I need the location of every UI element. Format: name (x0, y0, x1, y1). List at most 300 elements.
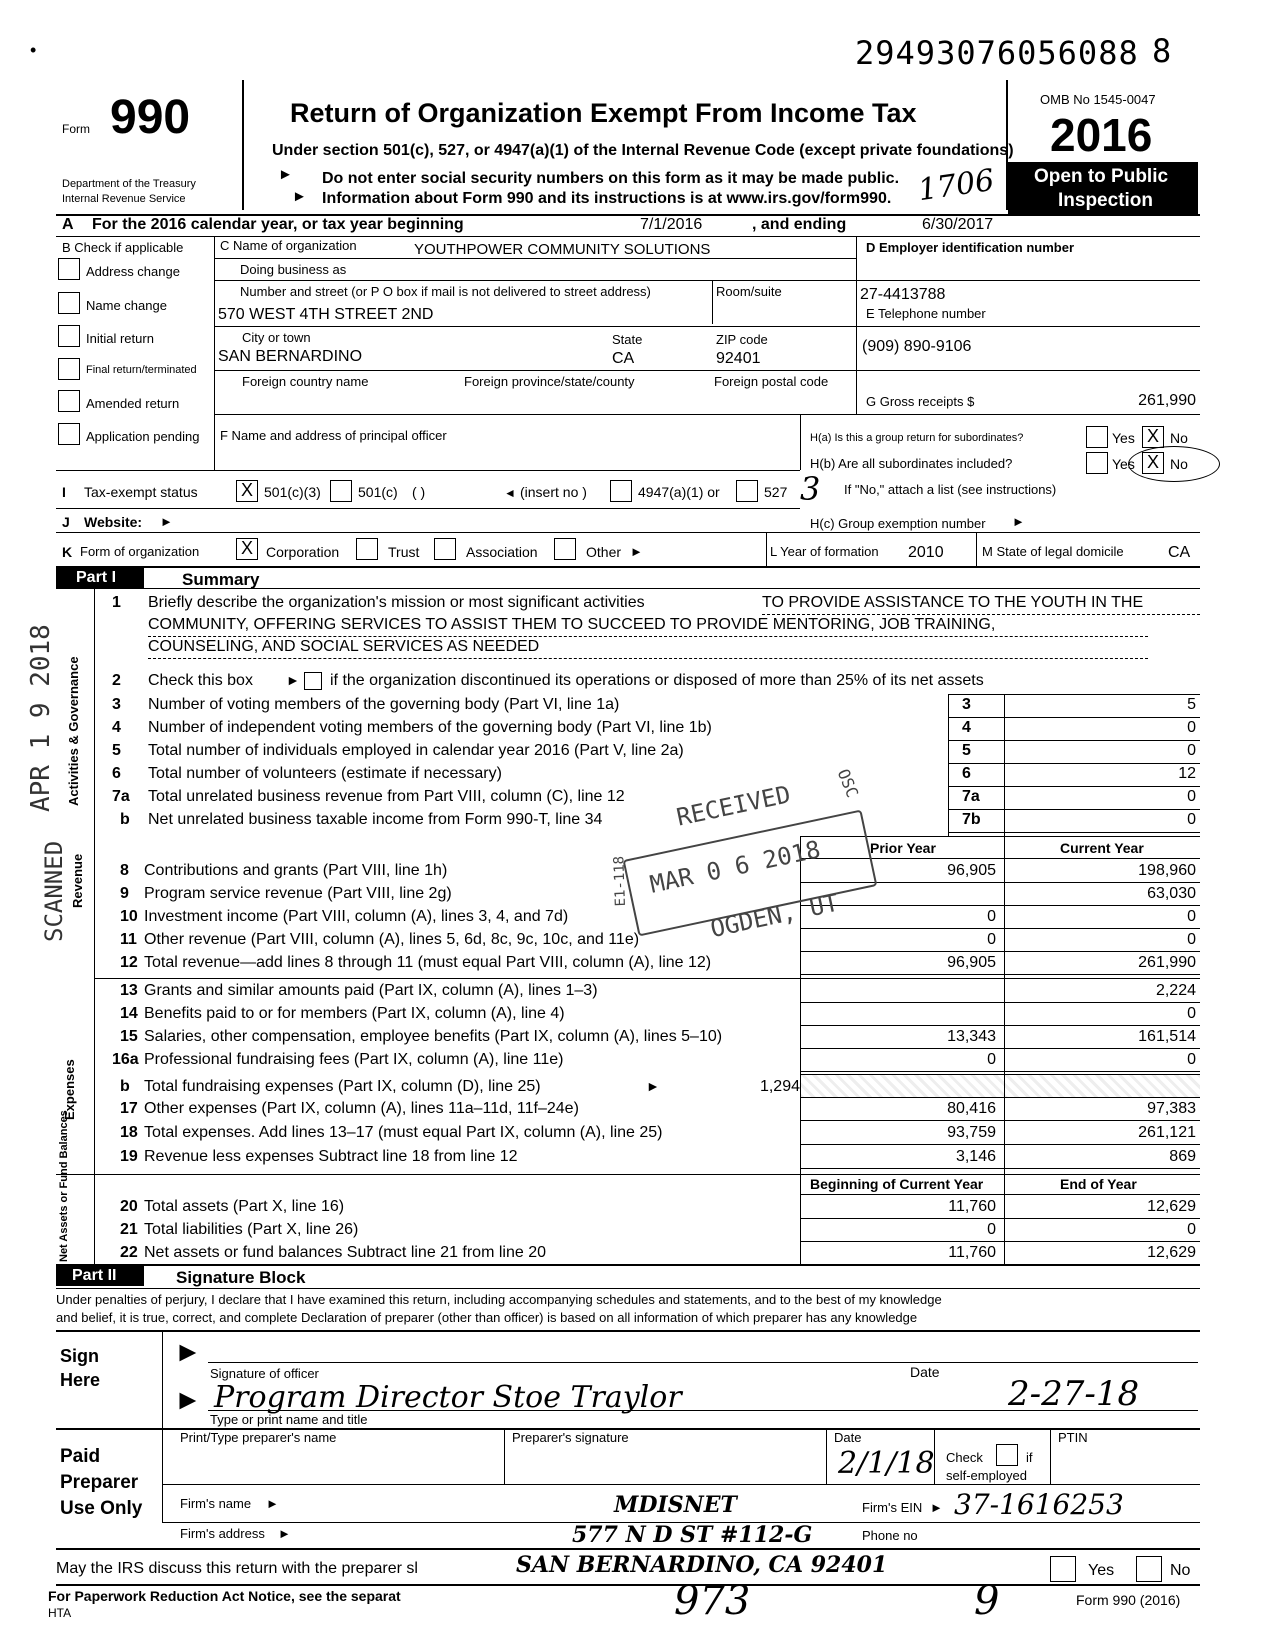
group-exemption-label: H(c) Group exemption number (810, 516, 986, 531)
form-footer: Form 990 (2016) (1076, 1592, 1181, 1608)
city-label: City or town (242, 330, 311, 345)
line-no: 20 (120, 1198, 138, 1215)
initial-return-label: Initial return (86, 331, 154, 346)
current-value: 97,383 (1147, 1100, 1196, 1117)
line-no: 17 (120, 1100, 138, 1117)
line-no: 13 (120, 982, 138, 999)
current-value: 12,629 (1147, 1244, 1196, 1261)
gov-line-box: 7a (962, 788, 980, 805)
line-no: 15 (120, 1028, 138, 1045)
part2-tag: Part II (72, 1267, 117, 1284)
type-name-label: Type or print name and title (210, 1412, 368, 1427)
rule-part2-title (56, 1288, 1200, 1289)
year-formation-label: L Year of formation (770, 544, 879, 559)
handwritten-date2: 2/1/18 (838, 1446, 935, 1481)
discuss-no-label: No (1170, 1562, 1191, 1579)
line2-no: 2 (112, 672, 121, 689)
line-no: 8 (120, 862, 129, 879)
line-label: Total liabilities (Part X, line 26) (144, 1221, 359, 1238)
line-label: Professional fundraising fees (Part IX, column (A), line 11e) (144, 1051, 564, 1068)
rule-part1-title (56, 588, 1200, 589)
gov-line-box: 5 (962, 742, 971, 759)
current-value: 0 (1187, 908, 1196, 925)
c-d-divider (856, 236, 857, 414)
telephone-label: E Telephone number (866, 306, 986, 321)
line-k-letter: K (62, 544, 73, 560)
current-value: 2,224 (1155, 982, 1196, 999)
ptin-label: PTIN (1058, 1430, 1088, 1445)
current-value: 63,030 (1147, 885, 1196, 902)
part1-title: Summary (182, 570, 260, 589)
check-divider (934, 1428, 935, 1484)
application-pending-checkbox[interactable] (58, 423, 80, 445)
part2-title: Signature Block (176, 1268, 306, 1287)
state-domicile: CA (1168, 544, 1191, 561)
declaration-1: Under penalties of perjury, I declare that I have examined this return, including accompanying schedules and statements, and to the best of my knowledge (56, 1292, 942, 1307)
telephone: (909) 890-9106 (862, 338, 972, 355)
form-title: Return of Organization Exempt From Income Tax (290, 98, 917, 128)
street-label: Number and street (or P O box if mail is not delivered to street address) (240, 284, 651, 299)
foreign-province-label: Foreign province/state/county (464, 374, 635, 389)
trust-checkbox[interactable] (356, 538, 378, 560)
line-no: 21 (120, 1221, 138, 1238)
preparer-label: Preparer (60, 1472, 139, 1493)
line16b-value: 1,294 (759, 1078, 800, 1095)
line-no: 19 (120, 1148, 138, 1165)
ptin-divider (1050, 1428, 1051, 1484)
arrow-1: ► (278, 166, 293, 183)
current-value: 0 (1187, 931, 1196, 948)
part1-tag: Part I (76, 569, 117, 586)
line16b-no: b (120, 1078, 130, 1095)
discuss-no-checkbox[interactable] (1136, 1556, 1162, 1582)
sign-label: Sign (60, 1346, 99, 1366)
subordinates-no-label: No (1170, 456, 1188, 472)
part2-tag-box (56, 1266, 144, 1286)
subordinates-yes-label: Yes (1112, 456, 1135, 472)
4947-label: 4947(a)(1) or (638, 484, 720, 500)
rule-k-top (56, 532, 1200, 533)
gov-line-label: Number of voting members of the governing body (Part VI, line 1a) (148, 696, 620, 713)
line-rule (800, 1120, 1200, 1121)
firm-stamp-2: 577 N D ST #112-G (572, 1522, 813, 1548)
subordinates-label: H(b) Are all subordinates included? (810, 456, 1013, 471)
insert-no: (insert no ) (520, 484, 587, 500)
state-label: State (612, 332, 643, 347)
line-label: Salaries, other compensation, employee benefits (Part IX, column (A), lines 5–10) (144, 1028, 723, 1045)
line-label: Revenue less expenses Subtract line 18 from line 12 (144, 1148, 518, 1165)
line-a-text: For the 2016 calendar year, or tax year beginning (92, 216, 464, 233)
line16b-shaded (800, 1074, 1200, 1098)
rule-sign-top (56, 1330, 1200, 1332)
line-rule (800, 1168, 1200, 1169)
prior-value: 0 (987, 1051, 996, 1068)
barcode-suffix: 8 (1152, 32, 1172, 70)
gross-receipts-label: G Gross receipts $ (866, 394, 975, 409)
group-return-no-checkbox[interactable]: X (1142, 426, 1164, 448)
line2-pre: Check this box (148, 672, 253, 689)
and-ending: , and ending (752, 216, 847, 233)
rule-c5 (214, 414, 1200, 415)
name-change-checkbox[interactable] (58, 292, 80, 314)
prior-value: 0 (987, 908, 996, 925)
rule-j-top (56, 508, 800, 509)
scan-date-stamp: APR 1 9 2018 (26, 624, 56, 812)
527-checkbox[interactable] (736, 480, 758, 502)
gov-line-rule (948, 832, 1200, 833)
prior-value: 11,760 (948, 1244, 996, 1261)
line-j-letter: J (62, 514, 70, 530)
line-a-letter: A (62, 216, 74, 233)
handwritten-9: 9 (974, 1578, 1000, 1624)
gov-line-label: Net unrelated business taxable income from Form 990-T, line 34 (148, 811, 603, 828)
gov-line-label: Total number of volunteers (estimate if necessary) (148, 765, 502, 782)
line-no: 10 (120, 908, 138, 925)
line-rule (800, 1025, 1200, 1026)
declaration-2: and belief, it is true, correct, and complete Declaration of preparer (other than officer) is based on all information of which preparer has any knowledge (56, 1310, 918, 1325)
mission-rule1 (762, 614, 1200, 615)
org-name: YOUTHPOWER COMMUNITY SOLUTIONS (414, 241, 711, 258)
stamp-osc: OSC (833, 766, 863, 801)
prior-value: 11,760 (948, 1198, 996, 1215)
ssn-note: Do not enter social security numbers on this form as it may be made public. (322, 170, 900, 187)
pra-notice: For Paperwork Reduction Act Notice, see the separat (48, 1588, 401, 1604)
line-no: 18 (120, 1124, 138, 1141)
check-label: Check (946, 1450, 983, 1465)
col-current-left (1004, 836, 1005, 1264)
gov-line-no: 4 (112, 719, 121, 736)
current-value: 869 (1169, 1148, 1196, 1165)
rule-c2 (214, 280, 856, 281)
title-line (208, 1410, 1198, 1411)
use-only-label: Use Only (60, 1498, 143, 1519)
line-rule (800, 1048, 1200, 1049)
open-to-public-box (1008, 162, 1198, 214)
line-no: 12 (120, 954, 138, 971)
prep-sig-label: Preparer's signature (512, 1430, 629, 1445)
line1-label: Briefly describe the organization's mission or most significant activities (148, 594, 645, 611)
rule-discuss-top (56, 1548, 1200, 1550)
principal-officer-label: F Name and address of principal officer (220, 428, 447, 443)
form-number: 990 (110, 91, 191, 144)
room-label: Room/suite (716, 284, 782, 299)
part1-tag-box (56, 568, 144, 588)
line-rule (800, 1002, 1200, 1003)
line-label: Program service revenue (Part VIII, line 2g) (144, 885, 452, 902)
amended-return-label: Amended return (86, 396, 180, 411)
current-value: 0 (1187, 1051, 1196, 1068)
zip-label: ZIP code (716, 332, 768, 347)
line-label: Total expenses. Add lines 13–17 (must equal Part IX, column (A), line 25) (144, 1124, 663, 1141)
side-gov: Activities & Governance (66, 656, 81, 806)
address-change-label: Address change (86, 264, 180, 279)
current-value: 0 (1187, 1005, 1196, 1022)
rule-e2 (856, 370, 1200, 371)
stamp-code: E1-118 (611, 855, 630, 907)
ein: 27-4413788 (860, 286, 946, 303)
final-return-checkbox[interactable] (58, 358, 80, 380)
rule-gov-top (948, 694, 1200, 695)
mission-line3: COUNSELING, AND SOCIAL SERVICES AS NEEDED (148, 638, 540, 655)
line-rule (800, 928, 1200, 929)
line-rule (800, 1071, 1200, 1072)
city: SAN BERNARDINO (218, 348, 363, 365)
corporation-label: Corporation (266, 544, 340, 560)
col-box-right (1004, 694, 1005, 836)
gov-line-box: 3 (962, 696, 971, 713)
discontinued-checkbox[interactable] (304, 672, 322, 690)
application-pending-label: Application pending (86, 429, 200, 444)
current-value: 198,960 (1138, 862, 1196, 879)
sign-arrow-2: ► (174, 1384, 202, 1415)
501c-checkbox[interactable] (330, 480, 352, 502)
rule-part2-top (56, 1264, 1200, 1266)
room-divider (712, 280, 713, 324)
line-label: Grants and similar amounts paid (Part IX, column (A), lines 1–3) (144, 982, 598, 999)
gov-line-label: Total number of individuals employed in calendar year 2016 (Part V, line 2a) (148, 742, 684, 759)
stamp-received: RECEIVED (674, 780, 793, 832)
gov-line-no: 3 (112, 696, 121, 713)
line-rule (800, 1241, 1200, 1242)
line-no: 16a (112, 1051, 139, 1068)
line16b-arrow: ► (646, 1078, 660, 1094)
association-checkbox[interactable] (434, 538, 456, 560)
col-box-left (948, 694, 949, 836)
line1-no: 1 (112, 594, 121, 611)
handwritten-title: Program Director Stoe Traylor (214, 1380, 682, 1415)
line-rule (800, 951, 1200, 952)
line-label: Investment income (Part VIII, column (A), lines 3, 4, and 7d) (144, 908, 569, 925)
org-name-label: C Name of organization (220, 238, 357, 253)
hta-label: HTA (48, 1606, 72, 1620)
prior-value: 93,759 (947, 1124, 996, 1141)
foreign-country-label: Foreign country name (242, 374, 369, 389)
handwritten-3: 3 (800, 470, 821, 508)
line-rule (800, 1144, 1200, 1145)
info-note: Information about Form 990 and its instructions is at www.irs.gov/form990. (322, 190, 892, 207)
firm-name-arrow: ► (266, 1496, 279, 1511)
name-change-label: Name change (86, 298, 167, 313)
rule-e (856, 326, 1200, 327)
discuss-yes-checkbox[interactable] (1050, 1556, 1076, 1582)
prior-value: 3,146 (955, 1148, 996, 1165)
501c3-checkbox[interactable]: X (236, 480, 258, 502)
header-divider-left (242, 80, 244, 210)
other-arrow: ► (630, 544, 643, 559)
gross-receipts: 261,990 (1138, 392, 1196, 409)
line-label: Total revenue—add lines 8 through 11 (must equal Part VIII, column (A), line 12) (144, 954, 712, 971)
rule-i-top (56, 470, 800, 471)
gov-line-rule (948, 763, 1200, 764)
rule-net-head (800, 1194, 1200, 1195)
street-address: 570 WEST 4TH STREET 2ND (218, 306, 434, 323)
omb-number: OMB No 1545-0047 (1040, 92, 1156, 107)
inspection: Inspection (1058, 190, 1154, 211)
line-rule (800, 974, 1200, 975)
k-l-divider (766, 532, 767, 566)
discuss-label: May the IRS discuss this return with the preparer sl (56, 1560, 418, 1577)
paid-label: Paid (60, 1446, 101, 1467)
mission-line2: COMMUNITY, OFFERING SERVICES TO ASSIST THEM TO SUCCEED TO PROVIDE MENTORING, JOB TRAINING, (148, 616, 996, 633)
open-to-public: Open to Public (1034, 166, 1169, 187)
group-return-no-label: No (1170, 430, 1188, 446)
group-return-label: H(a) Is this a group return for subordinates? (810, 432, 1024, 444)
discuss-yes-label: Yes (1088, 1562, 1115, 1579)
beg-year-head: Beginning of Current Year (810, 1176, 984, 1192)
barcode-number: 29493076056088 (855, 34, 1139, 72)
paid-divider (162, 1428, 163, 1522)
line-label: Total assets (Part X, line 16) (144, 1198, 345, 1215)
firm-stamp-3: SAN BERNARDINO, CA 92401 (516, 1552, 888, 1578)
gov-line-no: 6 (112, 765, 121, 782)
527-label: 527 (764, 484, 788, 500)
scanned-stamp: SCANNED (40, 840, 68, 942)
firm-stamp-1: MDISNET (614, 1492, 737, 1518)
ein-label: D Employer identification number (866, 240, 1075, 255)
rule-c4 (214, 370, 856, 371)
line2-post: if the organization discontinued its operations or disposed of more than 25% of its net assets (330, 672, 984, 689)
signature-officer-label: Signature of officer (210, 1366, 319, 1381)
line-rule (800, 905, 1200, 906)
gov-line-no: 5 (112, 742, 121, 759)
rule-a-bottom (56, 236, 1200, 237)
dba-label: Doing business as (240, 262, 347, 277)
sign-date-label: Date (910, 1364, 940, 1380)
self-employed-checkbox[interactable] (996, 1444, 1018, 1466)
tax-year-end: 6/30/2017 (922, 216, 994, 233)
sign-arrow-1: ► (174, 1336, 202, 1367)
firm-ein-label: Firm's EIN (862, 1500, 923, 1515)
line16b-label: Total fundraising expenses (Part IX, column (D), line 25) (144, 1078, 541, 1095)
gov-line-rule (948, 786, 1200, 787)
gov-line-value: 0 (1187, 788, 1196, 805)
current-value: 0 (1187, 1221, 1196, 1238)
print-name-label: Print/Type preparer's name (180, 1430, 337, 1445)
line2-arrow: ► (286, 672, 300, 688)
gov-line-box: 4 (962, 719, 971, 736)
prior-value: 96,905 (947, 862, 996, 879)
prep-date-label: Date (834, 1430, 862, 1445)
rule-d (856, 280, 1200, 281)
gov-line-label: Number of independent voting members of the governing body (Part VI, line 1b) (148, 719, 712, 736)
gov-line-no: 7a (112, 788, 130, 805)
signature-line (208, 1362, 1198, 1363)
handwritten-973: 973 (674, 1578, 751, 1624)
gov-line-value: 12 (1178, 765, 1196, 782)
subordinates-no-checkbox[interactable]: X (1142, 452, 1164, 474)
form-of-org-label: Form of organization (80, 544, 200, 559)
dept-irs: Internal Revenue Service (62, 193, 186, 205)
mission-rule2 (148, 636, 1148, 637)
gov-line-box: 6 (962, 765, 971, 782)
current-year-head: Current Year (1060, 840, 1144, 856)
rule-footer-top (56, 1584, 1200, 1586)
phone-no-label: Phone no (862, 1528, 918, 1543)
group-exemption-arrow: ► (1012, 514, 1025, 529)
initial-return-checkbox[interactable] (58, 325, 80, 347)
prior-value: 0 (987, 1221, 996, 1238)
gov-line-value: 0 (1187, 742, 1196, 759)
sign-divider (162, 1330, 163, 1428)
form-prefix: Form (62, 122, 90, 136)
line-label: Net assets or fund balances Subtract line 21 from line 20 (144, 1244, 546, 1261)
rule-c3 (214, 326, 856, 327)
circle-mark (1128, 446, 1220, 482)
prior-value: 0 (987, 931, 996, 948)
website-label: Website: (84, 514, 143, 530)
if-label: if (1026, 1450, 1033, 1465)
group-return-yes-checkbox[interactable] (1086, 426, 1108, 448)
tax-year-begin: 7/1/2016 (640, 216, 703, 233)
corporation-checkbox[interactable]: X (236, 538, 258, 560)
stamp-date: MAR 0 6 2018 (647, 835, 823, 899)
form-subtitle: Under section 501(c), 527, or 4947(a)(1) of the Internal Revenue Code (except private foundations) (272, 142, 1014, 159)
gov-line-rule (948, 717, 1200, 718)
line-no: 9 (120, 885, 129, 902)
section-b-label: B Check if applicable (62, 240, 184, 255)
here-label: Here (60, 1370, 101, 1390)
gov-line-box: 7b (962, 811, 981, 828)
prior-year-head: Prior Year (870, 840, 936, 856)
subordinates-yes-checkbox[interactable] (1086, 452, 1108, 474)
arrow-2: ► (292, 188, 307, 205)
zip: 92401 (716, 350, 761, 367)
prep-sig-divider (504, 1428, 505, 1484)
rule-c1 (214, 258, 856, 259)
tax-exempt-label: Tax-exempt status (84, 484, 198, 500)
f-h-divider (800, 414, 801, 470)
bullet-mark: • (30, 40, 37, 60)
state-domicile-label: M State of legal domicile (982, 544, 1124, 559)
side-rev: Revenue (70, 853, 85, 908)
tax-year: 2016 (1050, 109, 1153, 161)
address-change-checkbox[interactable] (58, 258, 80, 280)
4947-checkbox[interactable] (610, 480, 632, 502)
firm-name-label: Firm's name (180, 1496, 252, 1511)
current-value: 12,629 (1147, 1198, 1196, 1215)
line-label: Benefits paid to or for members (Part IX, column (A), line 4) (144, 1005, 565, 1022)
rule-part1-top (56, 566, 1200, 568)
501c3-label: 501(c)(3) (264, 484, 321, 500)
part1-side-divider (94, 588, 95, 1264)
end-year-head: End of Year (1060, 1176, 1137, 1192)
year-formation: 2010 (908, 544, 944, 561)
prior-value: 80,416 (947, 1100, 996, 1117)
current-value: 161,514 (1138, 1028, 1196, 1045)
gov-line-no: b (120, 811, 130, 828)
l-m-divider (976, 532, 977, 566)
line-no: 14 (120, 1005, 138, 1022)
line-no: 11 (120, 931, 137, 948)
insert-arrow: ◄ (504, 486, 516, 500)
subordinates-note: If "No," attach a list (see instructions) (844, 482, 1057, 497)
prior-value: 96,905 (947, 954, 996, 971)
gov-line-value: 0 (1187, 719, 1196, 736)
firm-ein-arrow: ► (930, 1500, 943, 1515)
website-arrow: ► (160, 514, 173, 529)
state: CA (612, 350, 635, 367)
amended-return-checkbox[interactable] (58, 390, 80, 412)
gov-line-rule (948, 740, 1200, 741)
other-checkbox[interactable] (554, 538, 576, 560)
mission-line1: TO PROVIDE ASSISTANCE TO THE YOUTH IN THE (762, 594, 1144, 611)
handwritten-1706: 1706 (915, 162, 997, 209)
final-return-label: Final return/terminated (86, 364, 197, 376)
line-label: Other expenses (Part IX, column (A), lines 11a–11d, 11f–24e) (144, 1100, 579, 1117)
firm-address-label: Firm's address (180, 1526, 265, 1541)
dept-treasury: Department of the Treasury (62, 178, 196, 190)
line-label: Contributions and grants (Part VIII, line 1h) (144, 862, 448, 879)
